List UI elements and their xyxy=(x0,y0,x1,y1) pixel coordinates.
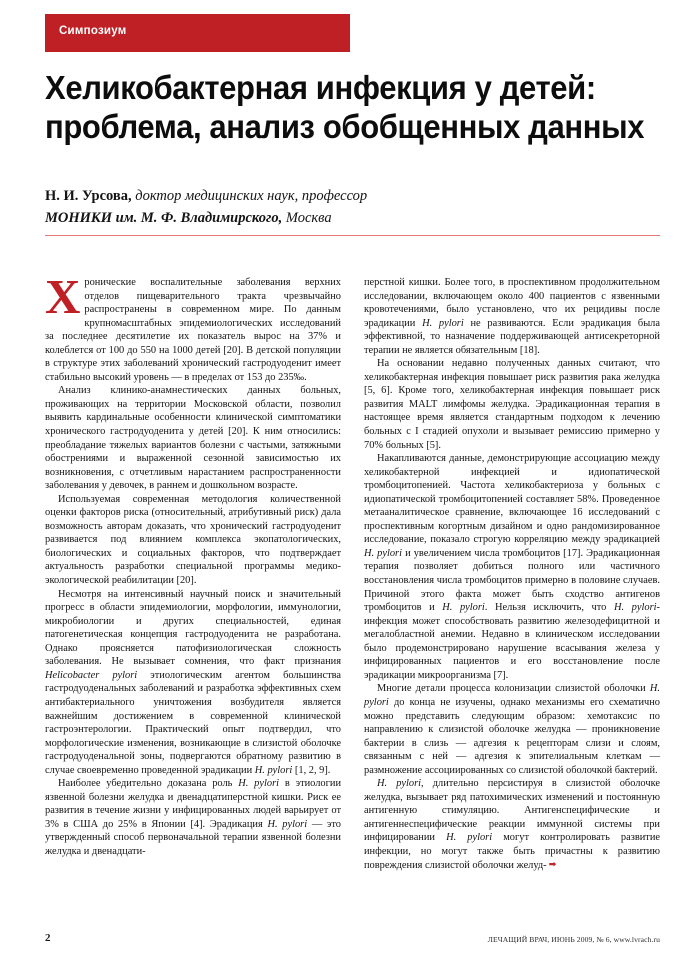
latin-species-name: H. pylori xyxy=(446,832,493,844)
latin-species-name: Helicobacter pylori xyxy=(45,669,138,681)
latin-species-name: H. pylori xyxy=(238,778,280,790)
continuation-arrow-icon: ➡ xyxy=(546,859,556,870)
body-paragraph: Накапливаются данные, демонстрирующие ассоциацию между хеликобактерной инфекцией и идиопатической тромбоцитопенией. Частота хеликобактериоза у больных с идиопатической тромбоцитопенией составляет 58%. Проведенное метааналитическое сравнение, включающее 16 исследований с проспективным когортным дизайном и одно рандомизированное исследование, показало строгую корреляцию между эрадикацией H. pylori и увеличением числа тромбоцитов [17]. Эрадикационная терапия позволяет добиться полного или частичного восстановления числа тромбоцитов примерно в половине случаев. Причиной этого факта может быть сходство антигенов тромбоцитов и H. pylori. Нельзя исключить, что H. pylori-инфекция может способствовать развитию железодефицитной и мегалобластной анемии. Недавно в клиническом исследовании было продемонстрировано нарушение всасывания железа у инфицированных пациентов и его восстановление после эрадикации микроорганизма [7]. xyxy=(364,453,660,681)
latin-species-name: H. pylori xyxy=(254,764,293,776)
body-paragraph: Анализ клинико-анамнестических данных больных, проживающих на территории Московской области, позволил выявить кардинальные особенности клинической симптоматики хронического гастродуоденита у детей [20]. К ним относились: преобладание тяжелых вариантов болезни с частыми, затяжными обострениями и выраженной сезонной зависимостью их возникновения, с отчетливым нарастанием распространенности заболевания у девочек, в раннем и дошкольном возрасте. xyxy=(45,385,341,492)
section-banner-label: Симпозиум xyxy=(59,25,127,37)
drop-cap: Х xyxy=(45,269,81,324)
latin-species-name: H. pylori xyxy=(442,602,485,614)
page-title xyxy=(45,68,660,146)
article-body xyxy=(45,269,660,906)
section-banner xyxy=(45,14,350,52)
latin-species-name: H. pylori xyxy=(364,547,402,559)
latin-species-name: H. pylori xyxy=(613,602,657,614)
body-paragraph: Многие детали процесса колонизации слизистой оболочки H. pylori до конца не изучены, однако механизмы его схематично можно представить следующим образом: хемотаксис по направлению к слизистой оболочке желудка — проникновение бактерии в слизь — адгезия к рецепторам слизи и слоям, связанным с ней — адгезия к эпителиальным клеткам — размножение ассоциированных со слизистой оболочкой бактерий. xyxy=(364,683,660,776)
author-name: Н. И. Урсова, xyxy=(45,188,132,204)
article-title-line-1: Хеликобактерная инфекция у детей: xyxy=(45,69,596,106)
author-degree: доктор медицинских наук, профессор xyxy=(135,188,368,204)
byline-author-row xyxy=(45,185,660,207)
latin-species-name: H. pylori xyxy=(267,818,308,830)
body-paragraph: Несмотря на интенсивный научный поиск и значительный прогресс в области эпидемиологии, морфологии, иммунологии, микробиологии и других специальностей, единая патогенетическая концепция гастродуоденита не разработана. Однако проясняется патофизиологическая сложность заболевания. Не вызывает сомнения, что факт признания Helicobacter pylori этиологическим агентом большинства гастродуоденальных заболеваний и разработка эффективных схем антибактериального уничтожения возбудителя является важнейшим достижением в современной клинической гастроэнтерологии. Практический опыт подтвердил, что морфологические изменения, возникающие в слизистой оболочке гастродуоденальной зоны, подвергаются обратному развитию в случае своевременно проведенной эрадикации H. pylori [1, 2, 9]. xyxy=(45,588,341,776)
byline xyxy=(45,185,660,229)
footer-imprint: ЛЕЧАЩИЙ ВРАЧ, ИЮНЬ 2009, № 6, www.lvrach.ru xyxy=(487,935,660,944)
body-paragraph: На основании недавно полученных данных считают, что хеликобактерная инфекция повышает риск развития рака желудка [5, 6]. Кроме того, хеликобактерная инфекция повышает риск развития MALT лимфомы желудка. Эрадикационная терапия в настоящее время является стандартным подходом к лечению больных с I стадией опухоли и вызывает ремиссию примерно у 70% больных [5]. xyxy=(364,358,660,451)
page-number: 2 xyxy=(45,932,51,944)
article-title-line-2: проблема, анализ обобщенных данных xyxy=(45,108,645,145)
body-paragraph: Используемая современная методология количественной оценки факторов риска (относительный, атрибутивный риск) дала возможность авторам доказать, что хронический гастродуоденит развивается под влиянием комплекса экопатологических, биологических и социальных факторов, что подтверждает актуальность разработки специальной программы медико-экологической реабилитации [20]. xyxy=(45,493,341,587)
body-paragraph: H. pylori, длительно персистируя в слизистой оболочке желудка, вызывает ряд патохимических изменений и постоянную антигенную стимуляцию. Антигенспецифические и антигеннеспецифические реакции иммунной системы при инфицировании H. pylori могут контролировать развитие инфекции, но могут также быть причастны к развитию повреждения слизистой оболочки желуд- ➡ xyxy=(364,778,660,871)
author-affiliation: МОНИКИ им. М. Ф. Владимирского, xyxy=(45,210,283,226)
body-column-left xyxy=(45,269,341,859)
body-paragraph: Наиболее убедительно доказана роль H. pylori в этиологии язвенной болезни желудка и двенадцатиперстной кишки. Риск ее развития в течение жизни у инфицированных людей варьирует от 3% в США до 25% в Японии [4]. Эрадикация H. pylori — это утвержденный способ первоначальной терапии язвенной болезни желудка и двенадцати- xyxy=(45,778,341,857)
author-city: Москва xyxy=(285,210,332,226)
body-paragraph: перстной кишки. Более того, в проспективном продолжительном исследовании, включающем около 400 пациентов с язвенными кровотечениями, было установлено, что их рецидивы после эрадикации H. pylori не развиваются. Если эрадикация была эффективной, то назначение поддерживающей антисекреторной терапии не является обязательным [18]. xyxy=(364,277,660,356)
header-divider xyxy=(45,235,660,236)
latin-species-name: H. pylori xyxy=(422,317,464,329)
latin-species-name: H. pylori xyxy=(377,778,422,790)
latin-species-name: H. pylori xyxy=(364,683,660,708)
body-paragraph: Хронические воспалительные заболевания верхних отделов пищеварительного тракта чрезвычайно распространены в современном мире. По данным крупномасштабных эпидемиологических исследований за последнее десятилетие их показатель вырос на 37% и колеблется от 100 до 550 на 1000 детей [20]. В детской популяции в структуре этих заболеваний хронический гастродуоденит имеет стабильно высокий уровень — в пределах от 153 до 235‰. xyxy=(45,269,341,383)
body-column-right xyxy=(364,276,660,872)
byline-affiliation-row xyxy=(45,207,660,229)
